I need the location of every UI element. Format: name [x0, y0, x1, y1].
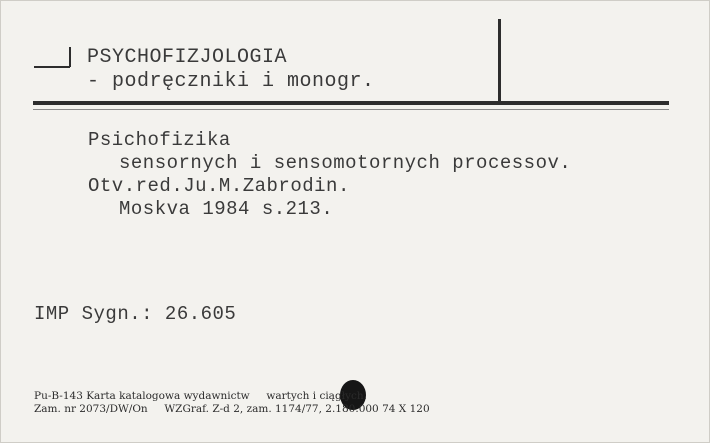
- header-thick-rule: [33, 101, 669, 105]
- header-thin-rule: [33, 109, 669, 110]
- card-tab-mark: [34, 45, 80, 69]
- footer-print-line-2: Zam. nr 2073/DW/On WZGraf. Z-d 2, zam. 1174/77, 2.180.000 74 X 120: [34, 403, 430, 415]
- header-vertical-rule: [498, 19, 501, 103]
- subject-heading: PSYCHOFIZJOLOGIA: [87, 46, 288, 69]
- entry-title-continuation: sensornych i sensomotornych processov.: [119, 152, 572, 174]
- entry-title: Psichofizika: [88, 129, 231, 151]
- shelf-signature: IMP Sygn.: 26.605: [34, 303, 237, 325]
- entry-editor: Otv.red.Ju.M.Zabrodin.: [88, 175, 350, 197]
- subject-subheading: - podręczniki i monogr.: [87, 70, 375, 93]
- footer-print-line-1: Pu-B-143 Karta katalogowa wydawnictw wartych i ciągłych.: [34, 390, 367, 402]
- entry-imprint: Moskva 1984 s.213.: [119, 198, 334, 220]
